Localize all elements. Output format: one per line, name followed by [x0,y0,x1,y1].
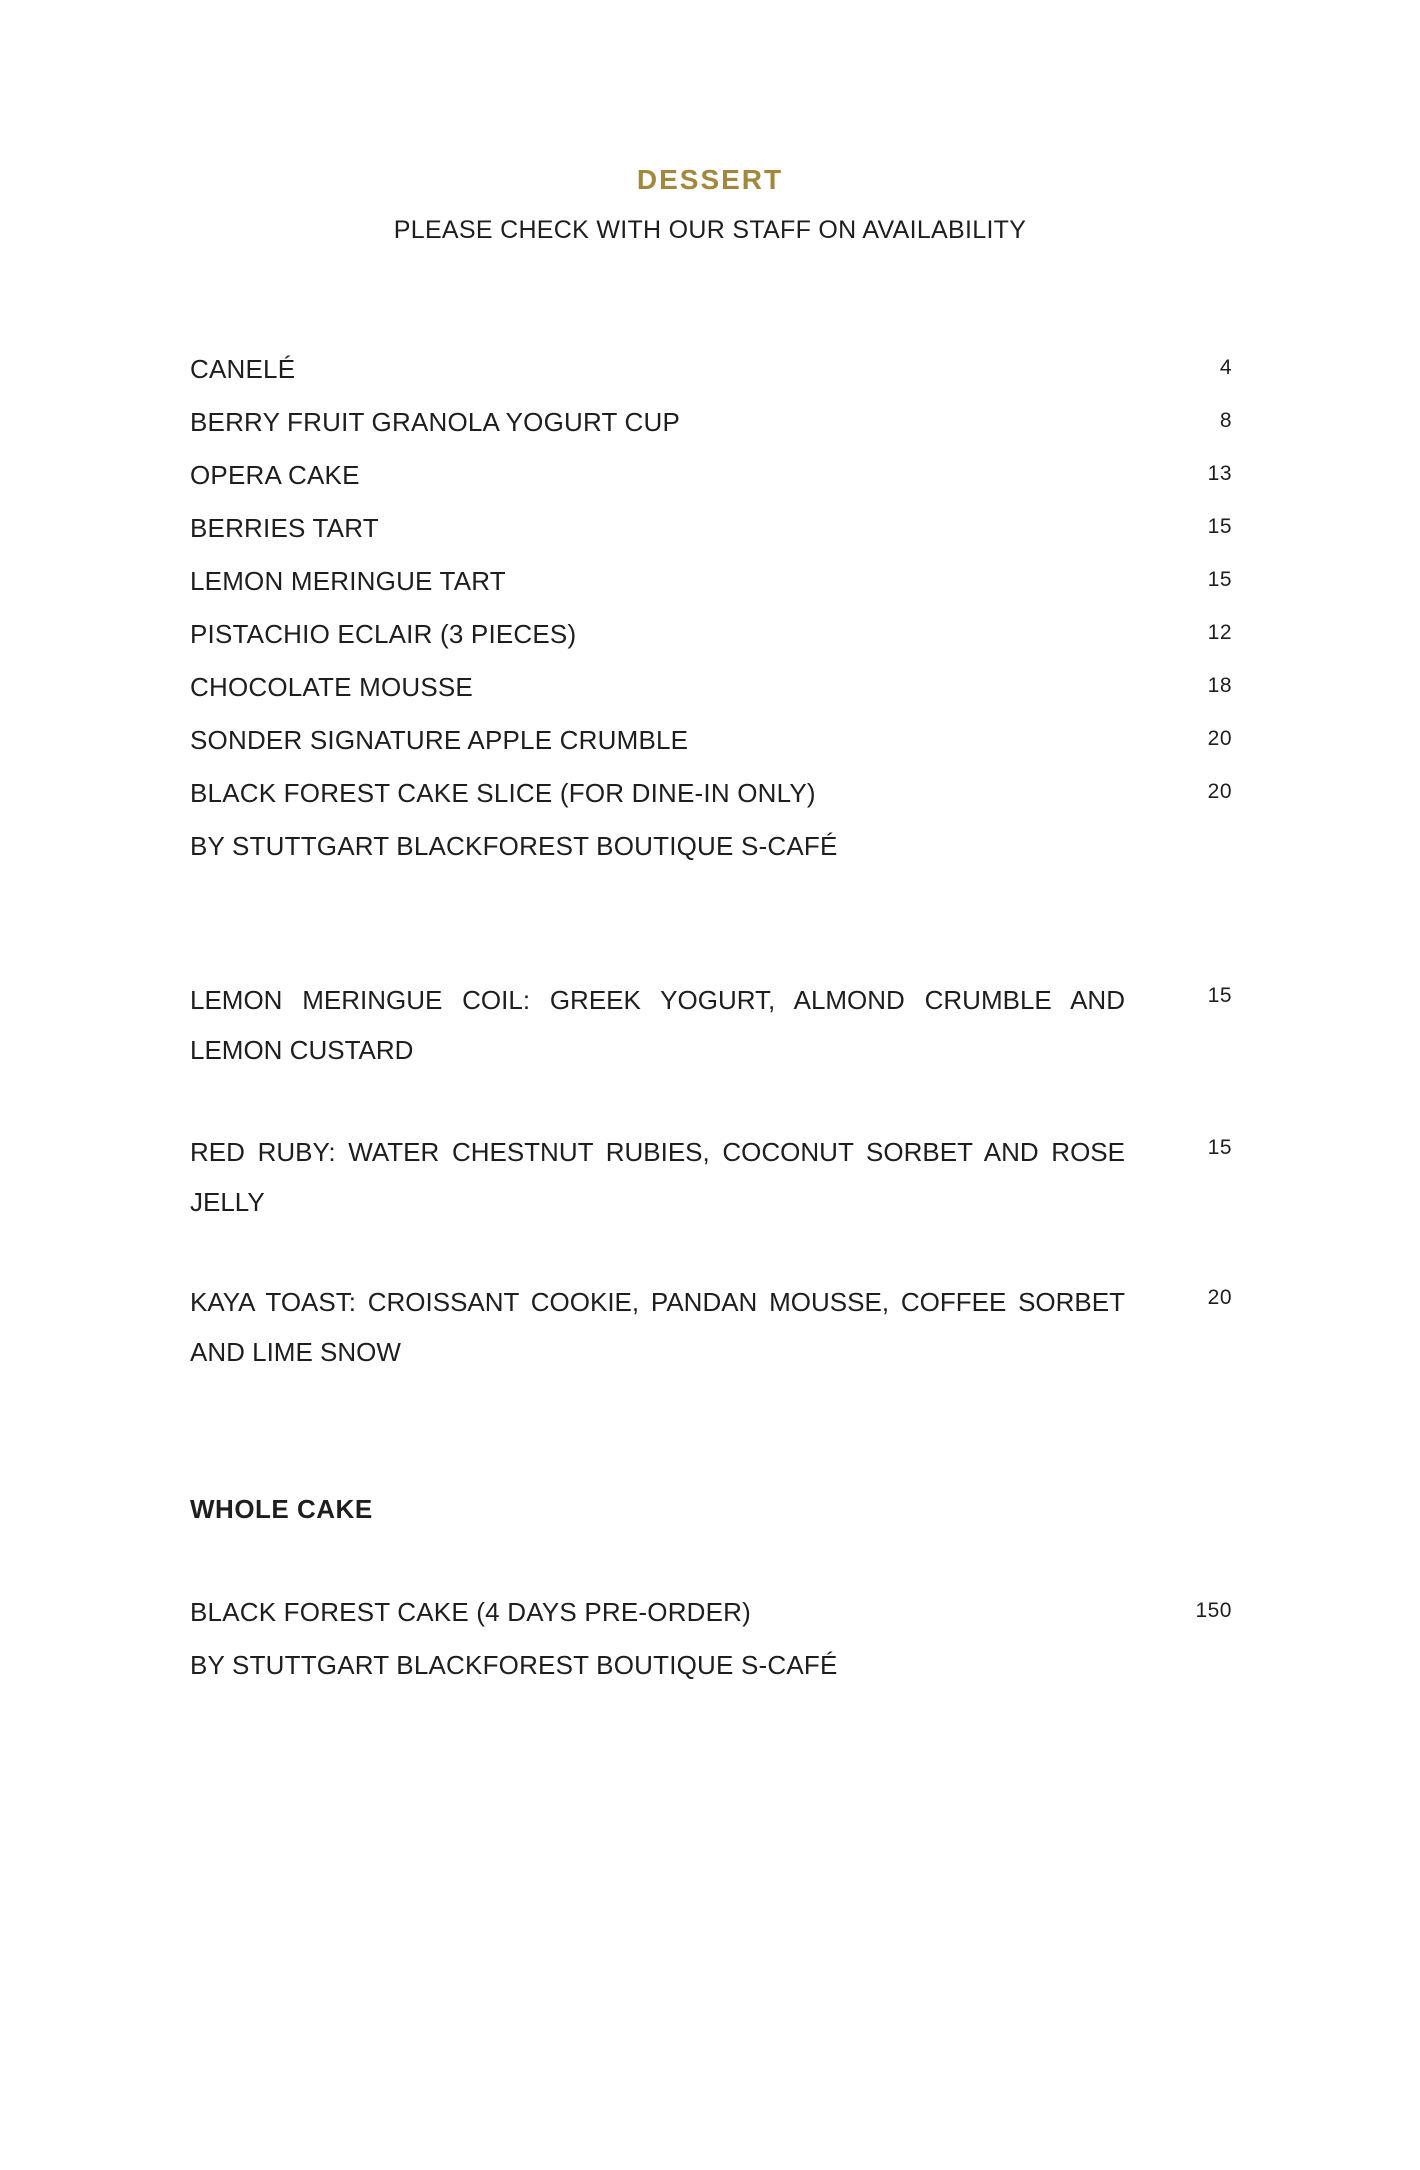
menu-item-byline [190,821,1232,871]
item-name-line: AND LIME SNOW [190,1337,401,1367]
item-name: PISTACHIO ECLAIR (3 PIECES) [190,619,577,649]
item-name: BLACK FOREST CAKE SLICE (FOR DINE-IN ONLY) [190,778,816,808]
menu-item-block [190,975,1232,1075]
menu-page [0,162,1420,2170]
menu-item-block [190,1127,1232,1227]
item-name [190,975,1125,1075]
item-price: 12 [1207,621,1232,644]
menu-item-row [190,344,1232,397]
item-price: 4 [1219,356,1232,379]
item-name-line: RED RUBY: WATER CHESTNUT RUBIES, COCONUT SORBET AND ROSE [190,1137,1125,1167]
menu-item-byline [190,1640,1232,1690]
menu-item-row [190,662,1232,715]
menu-title: DESSERT [636,164,784,195]
item-price: 13 [1207,462,1232,485]
item-price: 20 [1207,780,1232,803]
item-name: SONDER SIGNATURE APPLE CRUMBLE [190,725,689,755]
item-price: 15 [1207,568,1232,591]
menu-item-row [190,1587,1232,1640]
item-price: 20 [1207,727,1232,750]
whole-cake-item-list [190,1587,1232,1690]
menu-item-row [190,715,1232,768]
item-name: BERRY FRUIT GRANOLA YOGURT CUP [190,407,681,437]
menu-item-row [190,768,1232,821]
item-name-line: JELLY [190,1187,265,1217]
menu-item-block [190,1277,1232,1377]
section-heading-whole-cake: WHOLE CAKE [190,1494,373,1524]
item-name: BERRIES TART [190,513,379,543]
dessert-item-list [190,344,1232,871]
item-name-line: LEMON MERINGUE COIL: GREEK YOGURT, ALMOND CRUMBLE AND [190,985,1125,1015]
item-price: 18 [1207,674,1232,697]
item-name: BY STUTTGART BLACKFOREST BOUTIQUE S-CAFÉ [190,831,838,861]
item-name-line: KAYA TOAST: CROISSANT COOKIE, PANDAN MOUSSE, COFFEE SORBET [190,1287,1125,1317]
item-name [190,1127,1125,1227]
item-name: OPERA CAKE [190,460,360,490]
item-name: LEMON MERINGUE TART [190,566,506,596]
menu-subtitle: PLEASE CHECK WITH OUR STAFF ON AVAILABILITY [393,216,1027,244]
item-name: BY STUTTGART BLACKFOREST BOUTIQUE S-CAFÉ [190,1650,838,1680]
menu-item-row [190,450,1232,503]
item-price: 8 [1219,409,1232,432]
item-price: 20 [1207,1286,1232,1309]
item-name-line: LEMON CUSTARD [190,1035,414,1065]
menu-item-row [190,397,1232,450]
item-name: CANELÉ [190,354,296,384]
item-price: 15 [1207,984,1232,1007]
item-name: BLACK FOREST CAKE (4 DAYS PRE-ORDER) [190,1597,752,1627]
menu-content [190,344,1232,1690]
menu-item-row [190,556,1232,609]
item-name: CHOCOLATE MOUSSE [190,672,473,702]
item-name [190,1277,1125,1377]
menu-item-row [190,503,1232,556]
menu-item-row [190,609,1232,662]
item-price: 15 [1207,1136,1232,1159]
item-price: 15 [1207,515,1232,538]
item-price: 150 [1195,1599,1232,1622]
